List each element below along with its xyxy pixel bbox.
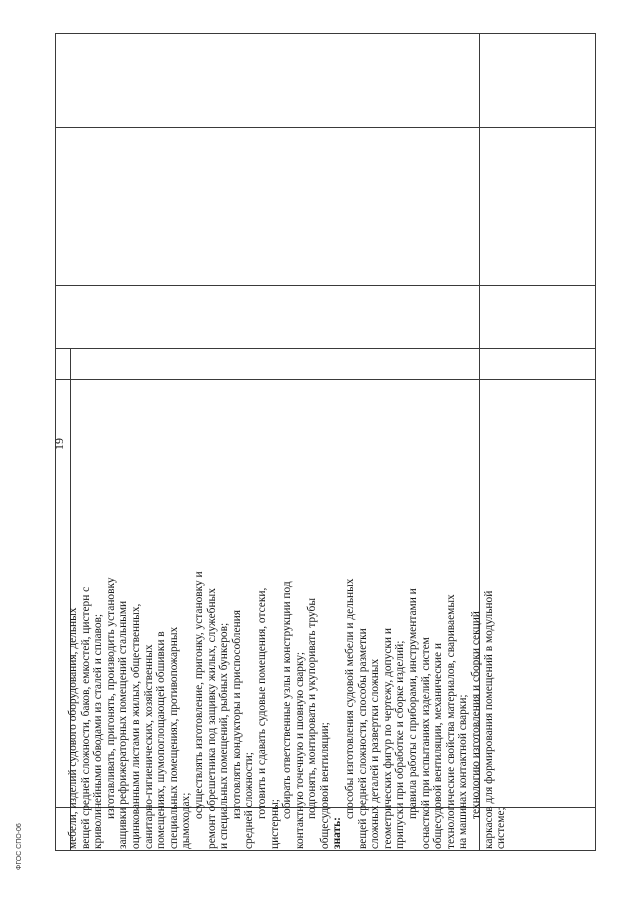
text-line: изготовлять кондукторы и приспособления [230,610,243,819]
text-line: и специальных помещений, рыбных бункеров; [218,622,231,849]
text-line: помещениях, шумопоглощающей обшивки в [155,631,168,849]
page-number: 19 [52,438,66,450]
table-cell-text [67,39,550,849]
text-line: общесудовой вентиляции, механические и [432,642,445,849]
text-line: защивки рефрижераторных помещений стальными [117,600,130,849]
text-line: криволинейными обводами из сталей и сплавов; [92,613,105,849]
text-line: каркасов для формирования помещений в модульной [482,590,495,849]
text-line: специальных помещениях, противопожарных [167,626,180,849]
text-line: изготавливать, пригонять, производить установку [104,577,117,819]
text-line: вещей средней сложности, способы разметки [356,628,369,849]
footer-code: ФГОС СПО-06 [16,823,23,870]
text-line: системе; [495,807,508,849]
text-line: ремонт обрешетника под защивку жилых, служебных [205,588,218,849]
text-line: технологические свойства материалов, свариваемых [444,594,457,849]
section-heading: знать: [331,817,344,849]
text-line: технологию изготовления и сборки секций [470,611,482,819]
text-line: цистерны; [268,799,281,849]
text-line: осуществлять изготовление, пригонку, установку и [192,571,205,819]
text-line: способы изготовления судовой мебели и дельных [344,578,357,819]
text-line: припуски при обработке и сборке изделий; [394,640,407,849]
text-line: геометрических фигур по чертежу, допуски и [381,628,394,849]
text-line: общесудовой вентиляции; [318,722,331,849]
text-line: собирать ответственные узлы и конструкции под [281,581,294,819]
text-line: дымоходах; [180,792,193,849]
text-line: оцинкованными листами в жилых, общественных, [129,603,142,849]
text-line: правила работы с приборами, инструментами и [407,588,420,819]
text-line: контактную точечную и шовную сварку; [293,651,306,849]
text-line: вещей средней сложности, баков, емкостей, цистерн с [79,586,92,849]
text-line: подгонять, монтировать и укупоривать трубы [306,598,319,819]
text-line: готовить и сдавать судовые помещения, отсеки, [255,587,268,819]
text-line: сложных деталей и развертки сложных [369,658,382,849]
text-line: санитарно-гигиенических, хозяйственных [142,644,155,849]
text-line: средней сложности; [243,752,256,849]
text-line: мебели, изделий судового оборудования, дельных [67,607,79,849]
text-line: на машинах контактной сварки; [457,694,470,849]
text-line: оснасткой при испытаниях изделий, систем [419,637,432,849]
